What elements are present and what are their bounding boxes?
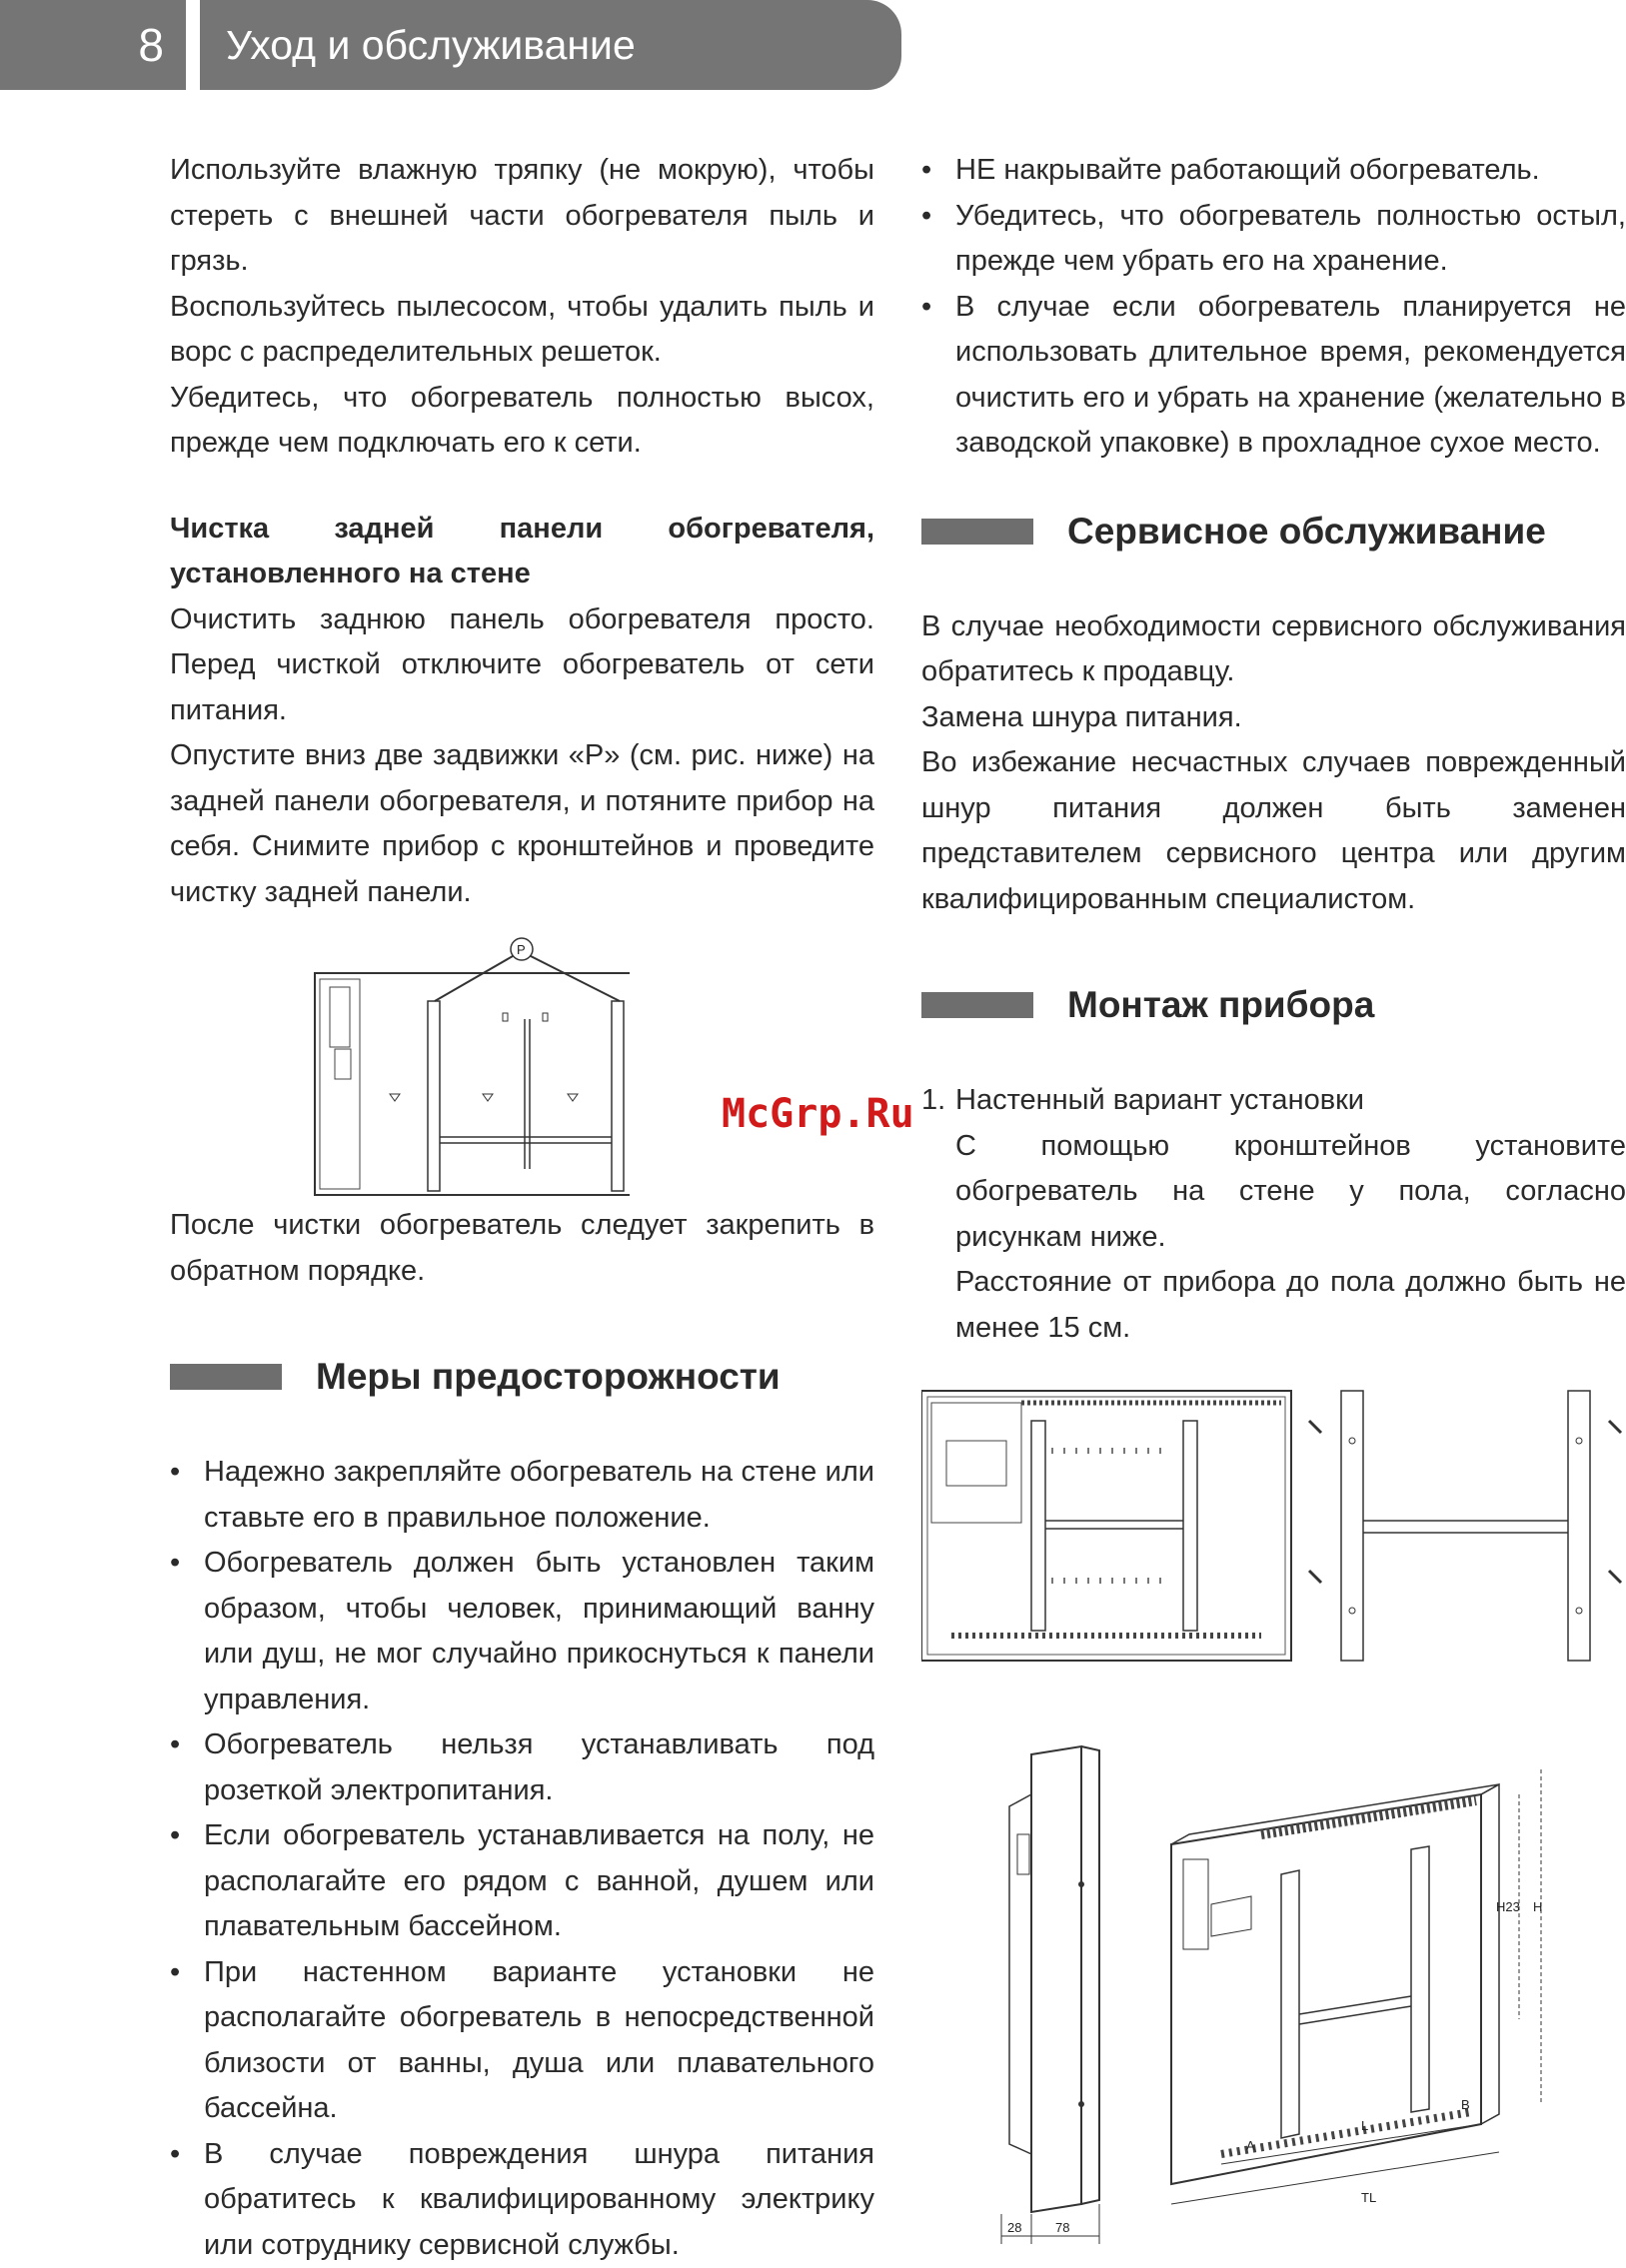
section-header-mounting [921,970,1626,1040]
subheading: Чистка задней панели обогревателя, установленного на стене [170,507,874,597]
paragraph: Воспользуйтесь пылесосом, чтобы удалить пыль и ворс с распределительных решеток. [170,285,874,376]
paragraph: Опустите вниз две задвижки «P» (см. рис. ниже) на задней панели обогревателя, и потяните прибор на себя. Снимите прибор с кронштейнов и проведите чистку задней панели. [170,733,874,915]
mounting-figure-front [921,1381,1626,1671]
paragraph: Убедитесь, что обогреватель полностью высох, прежде чем подключать его к сети. [170,376,874,467]
dim-b: B [1461,2097,1470,2112]
list-item: • В случае повреждения шнура питания обратитесь к квалифицированному электрику или сотруднику сервисной службы. [170,2132,874,2268]
dim-28: 28 [1007,2220,1021,2235]
paragraph: В случае необходимости сервисного обслуживания обратитесь к продавцу. [921,604,1626,695]
rear-panel-figure [170,929,874,1199]
dim-tl: TL [1361,2190,1376,2205]
dim-a: A [1246,2138,1255,2153]
paragraph: Расстояние от прибора до пола должно быть не менее 15 см. [955,1260,1626,1351]
paragraph: Замена шнура питания. [921,695,1626,741]
left-column [170,148,874,2268]
dim-l: L [1361,2118,1368,2133]
dim-78: 78 [1055,2220,1069,2235]
section-bar [921,519,1033,545]
item-title: Настенный вариант установки [955,1078,1626,1124]
paragraph: Во избежание несчастных случаев поврежденный шнур питания должен быть заменен представителем сервисного центра или другим квалифицированным специалистом. [921,740,1626,922]
list-item: • Надежно закрепляйте обогреватель на стене или ставьте его в правильное положение. [170,1450,874,1541]
mounting-figure-dimensions [921,1685,1626,2244]
right-column [921,148,1626,2248]
dim-h: H [1533,1899,1542,1914]
page-title: Уход и обслуживание [200,0,901,90]
item-number: 1. [921,1078,945,1124]
dim-h23: H23 [1496,1899,1520,1914]
list-item: • В случае если обогреватель планируется не использовать длительное время, рекомендуется очистить его и убрать на хранение (желательно в заводской упаковке) в прохладное сухое место. [921,285,1626,467]
list-item: • Если обогреватель устанавливается на полу, не располагайте его рядом с ванной, душем или плавательным бассейном. [170,1813,874,1950]
paragraph: Используйте влажную тряпку (не мокрую), чтобы стереть с внешней части обогревателя пыль и грязь. [170,148,874,285]
paragraph: Очистить заднюю панель обогревателя просто. Перед чисткой отключите обогреватель от сети питания. [170,597,874,734]
list-item: • Убедитесь, что обогреватель полностью остыл, прежде чем убрать его на хранение. [921,194,1626,285]
list-item: • Обогреватель нельзя устанавливать под розеткой электропитания. [170,1722,874,1813]
precautions-list [170,1450,874,2268]
paragraph: С помощью кронштейнов установите обогреватель на стене у пола, согласно рисункам ниже. [955,1124,1626,1261]
storage-list [921,148,1626,467]
section-bar [921,992,1033,1018]
list-item: • При настенном варианте установки не располагайте обогреватель в непосредственной близости от ванны, душа или плавательного бассейна. [170,1950,874,2132]
numbered-item [921,1078,1626,1351]
list-item: • Обогреватель должен быть установлен таким образом, чтобы человек, принимающий ванну или душ, не мог случайно прикоснуться к панели управления. [170,1541,874,1722]
section-title: Монтаж прибора [1067,982,1374,1028]
section-title: Меры предосторожности [316,1354,781,1400]
section-header-precautions [170,1342,874,1412]
section-title: Сервисное обслуживание [1067,509,1546,555]
page-number: 8 [0,0,186,90]
section-header-service [921,497,1626,567]
paragraph: После чистки обогреватель следует закрепить в обратном порядке. [170,1203,874,1294]
page-header [0,0,901,90]
watermark: McGrp.Ru [722,1091,914,1137]
list-item: • НЕ накрывайте работающий обогреватель. [921,148,1626,194]
latch-label: P [517,942,526,957]
section-bar [170,1364,282,1390]
